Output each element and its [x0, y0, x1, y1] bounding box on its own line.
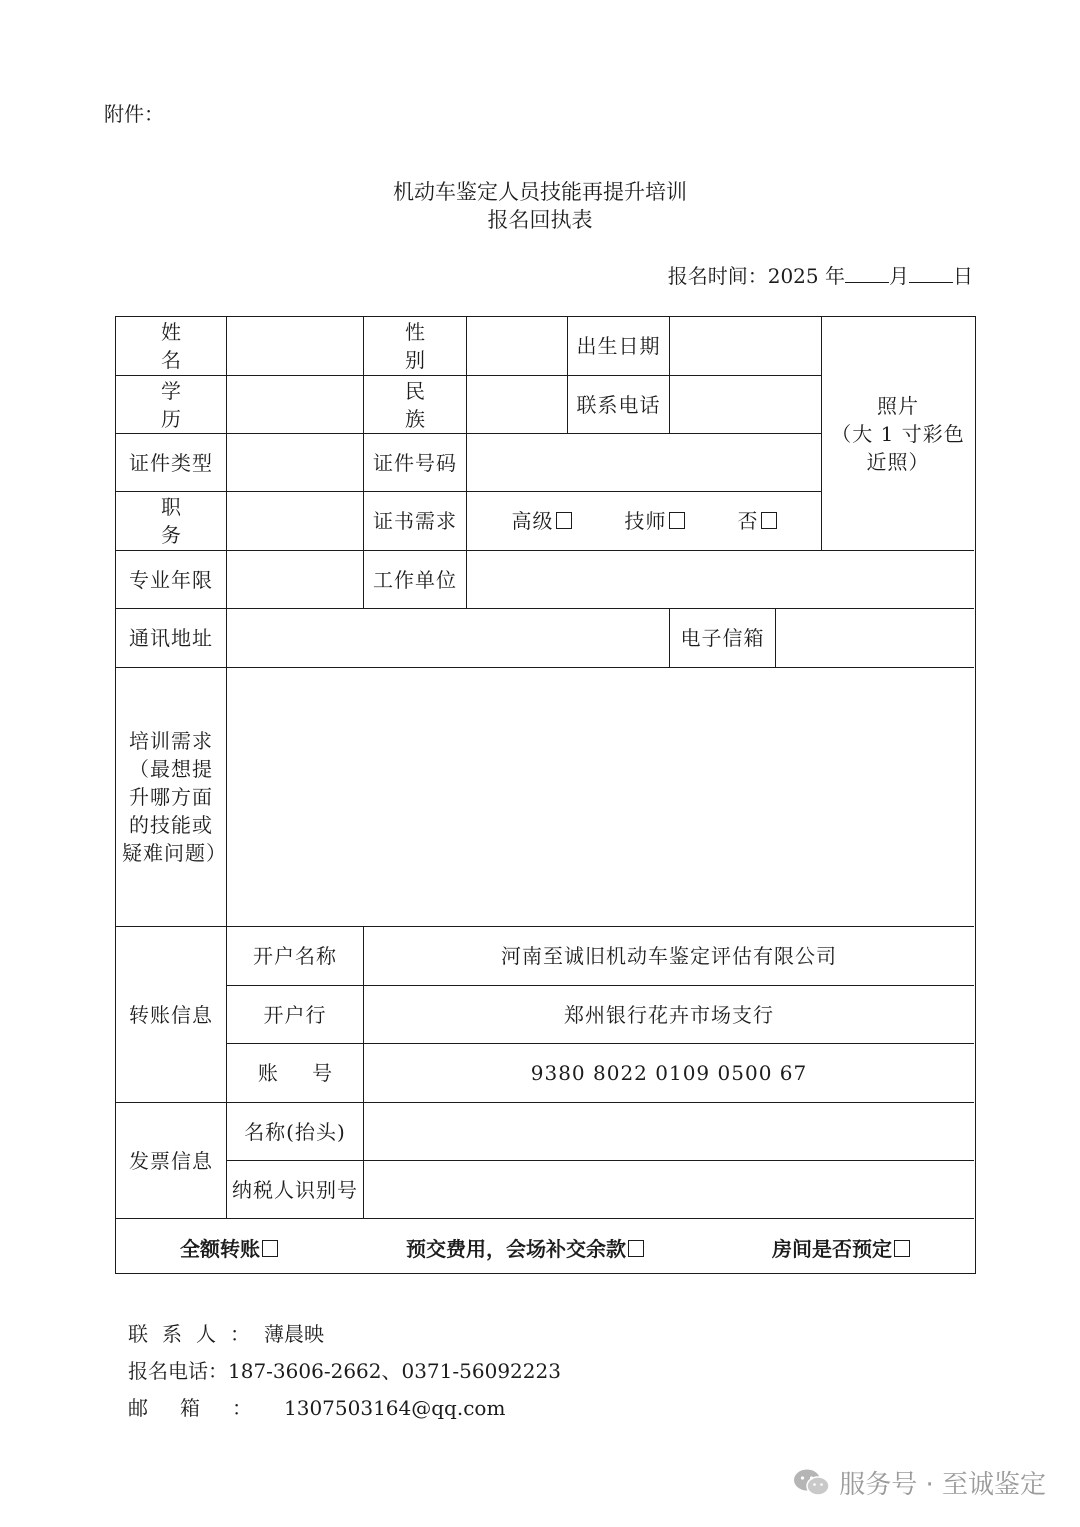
bank-value: 郑州银行花卉市场支行: [364, 986, 974, 1044]
years-field[interactable]: [227, 551, 364, 609]
invoice-title-field[interactable]: [364, 1103, 974, 1161]
education-label: 学 历: [116, 376, 227, 434]
id-type-field[interactable]: [227, 434, 364, 492]
wechat-icon: [793, 1468, 831, 1498]
email-field[interactable]: [776, 609, 974, 668]
form-title: 机动车鉴定人员技能再提升培训: [393, 180, 687, 204]
gender-field[interactable]: [467, 317, 568, 376]
address-field[interactable]: [227, 609, 670, 668]
certificate-options: [467, 492, 822, 551]
form-subtitle: 报名回执表: [487, 208, 593, 232]
photo-note-2: 近照）: [866, 449, 930, 474]
id-number-label: 证件号码: [364, 434, 467, 492]
month-blank[interactable]: [845, 264, 889, 283]
id-number-field[interactable]: [467, 434, 822, 492]
position-label: 职 务: [116, 492, 227, 551]
checkbox[interactable]: [556, 512, 572, 529]
day-blank[interactable]: [909, 264, 953, 283]
account-no-value: 9380 8022 0109 0500 67: [364, 1044, 974, 1103]
option-partial-payment[interactable]: 预交费用，会场补交余款: [406, 1233, 644, 1262]
checkbox[interactable]: [628, 1240, 644, 1257]
position-field[interactable]: [227, 492, 364, 551]
employer-label: 工作单位: [364, 551, 467, 609]
name-label: 姓 名: [116, 317, 227, 376]
certificate-need-label: 证书需求: [364, 492, 467, 551]
watermark-text: 服务号 · 至诚鉴定: [839, 1470, 1046, 1500]
birth-date-field[interactable]: [670, 317, 822, 376]
years-label: 专业年限: [116, 551, 227, 609]
ethnicity-field[interactable]: [467, 376, 568, 434]
checkbox[interactable]: [761, 512, 777, 529]
employer-field[interactable]: [467, 551, 974, 609]
name-field[interactable]: [227, 317, 364, 376]
email-label: 电子信箱: [670, 609, 776, 668]
photo-box[interactable]: [822, 317, 974, 551]
training-need-field[interactable]: [227, 668, 974, 927]
address-label: 通讯地址: [116, 609, 227, 668]
training-need-label: 培训需求（最想提升哪方面的技能或疑难问题）: [116, 668, 227, 927]
invoice-title-label: 名称(抬头): [227, 1103, 364, 1161]
ethnicity-label: 民 族: [364, 376, 467, 434]
id-type-label: 证件类型: [116, 434, 227, 492]
option-no[interactable]: 否: [738, 507, 777, 535]
attachment-label: 附件：: [104, 102, 164, 126]
option-senior[interactable]: 高级: [512, 507, 572, 535]
photo-note: （大 1 寸彩色: [831, 421, 965, 446]
account-no-label: 账 号: [227, 1044, 364, 1103]
bank-label: 开户行: [227, 986, 364, 1044]
taxpayer-id-field[interactable]: [364, 1161, 974, 1219]
checkbox[interactable]: [894, 1240, 910, 1257]
watermark: [793, 1464, 1046, 1501]
education-field[interactable]: [227, 376, 364, 434]
invoice-info-label: 发票信息: [116, 1103, 227, 1219]
transfer-info-label: 转账信息: [116, 927, 227, 1103]
payment-options: [116, 1219, 974, 1275]
option-full-payment[interactable]: 全额转账: [180, 1233, 278, 1262]
registration-form: [115, 316, 976, 1274]
account-name-label: 开户名称: [227, 927, 364, 986]
contact-phone: 报名电话：187-3606-2662、0371-56092223: [128, 1359, 561, 1383]
checkbox[interactable]: [262, 1240, 278, 1257]
contact-person: 联系人：薄晨映: [128, 1322, 324, 1346]
birth-date-label: 出生日期: [568, 317, 670, 376]
gender-label: 性 别: [364, 317, 467, 376]
phone-label: 联系电话: [568, 376, 670, 434]
option-room-booked[interactable]: 房间是否预定: [772, 1233, 910, 1262]
option-technician[interactable]: 技师: [625, 507, 685, 535]
taxpayer-id-label: 纳税人识别号: [227, 1161, 364, 1219]
registration-date: 报名时间：2025 年 月 日: [667, 264, 973, 288]
photo-label: 照片: [877, 393, 919, 418]
account-name-value: 河南至诚旧机动车鉴定评估有限公司: [364, 927, 974, 986]
contact-email: 邮箱：1307503164@qq.com: [128, 1396, 506, 1420]
checkbox[interactable]: [669, 512, 685, 529]
phone-field[interactable]: [670, 376, 822, 434]
